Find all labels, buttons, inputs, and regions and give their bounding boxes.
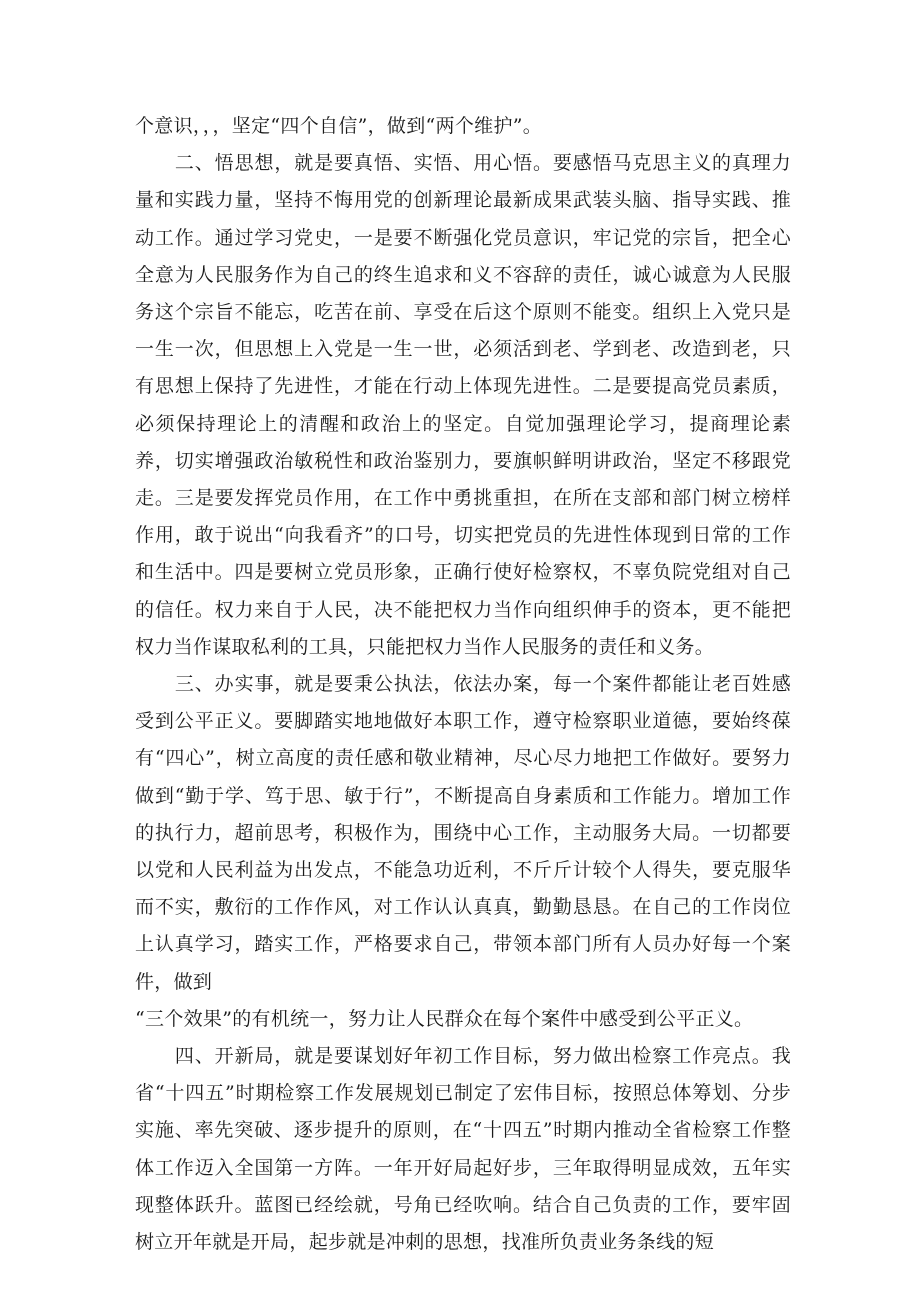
paragraph-section-two: 二、悟思想，就是要真悟、实悟、用心悟。要感悟马克思主义的真理力量和实践力量，坚持不悔用党的创新理论最新成果武装头脑、指导实践、推动工作。通过学习党史，一是要不断强化党员意识，牢记党的宗旨，把全心全意为人民服务作为自己的终生追求和义不容辞的责任，诚心诚意为人民服务这个宗旨不能忘，吃苦在前、享受在后这个原则不能变。组织上入党只是一生一次，但思想上入党是一生一世，必须活到老、学到老、改造到老，只有思想上保持了先进性，才能在行动上体现先进性。二是要提高党员素质，必须保持理论上的清醒和政治上的坚定。自觉加强理论学习，提商理论素养，切实增强政治敏税性和政治鉴别力，要旗帜鲜明讲政治，坚定不移跟党走。三是要发挥党员作用，在工作中勇挑重担，在所在支部和部门树立榜样作用，敢于说出“向我看齐”的口号，切实把党员的先进性体现到日常的工作和生活中。四是要树立党员形象，正确行使好检察权，不辜负院党组对自己的信任。权力来自于人民，决不能把权力当作向组织伸手的资本，更不能把权力当作谋取私利的工具，只能把权力当作人民服务的责任和义务。 [135, 152, 791, 658]
paragraph-section-three: 三、办实事，就是要秉公执法，依法办案，每一个案件都能让老百姓感受到公平正义。要脚踏实地地做好本职工作，遵守检察职业道德，要始终葆有“四心”，树立高度的责任感和敬业精神，尽心尽力地把工作做好。要努力做到“勤于学、笃于思、敏于行”，不断提高自身素质和工作能力。增加工作的执行力，超前思考，积极作为，围绕中心工作，主动服务大局。一切都要以党和人民利益为出发点，不能急功近利，不斤斤计较个人得失，要克服华而不实，敷衍的工作作风，对工作认认真真，勤勤恳恳。在自己的工作岗位上认真学习，踏实工作，严格要求自己，带领本部门所有人员办好每一个案件，做到 [135, 673, 791, 993]
paragraph-section-four: 四、开新局，就是要谋划好年初工作目标，努力做出检察工作亮点。我省“十四五”时期检察工作发展规划已制定了宏伟目标，按照总体筹划、分步实施、率先突破、逐步提升的原则，在“十四五”时期内推动全省检察工作整体工作迈入全国第一方阵。一年开好局起好步，三年取得明显成效，五年实现整体跃升。蓝图已经绘就，号角已经吹响。结合自己负责的工作，要牢固树立开年就是开局，起步就是冲刺的思想，找准所负责业务条线的短 [135, 1045, 791, 1254]
document-body [135, 108, 791, 1261]
paragraph-section-three-end: “三个效果”的有机统一，努力让人民群众在每个案件中感受到公平正义。 [135, 1007, 754, 1030]
paragraph-continuation: 个意识，，，坚定“四个自信”，做到“两个维护”。 [135, 115, 543, 137]
